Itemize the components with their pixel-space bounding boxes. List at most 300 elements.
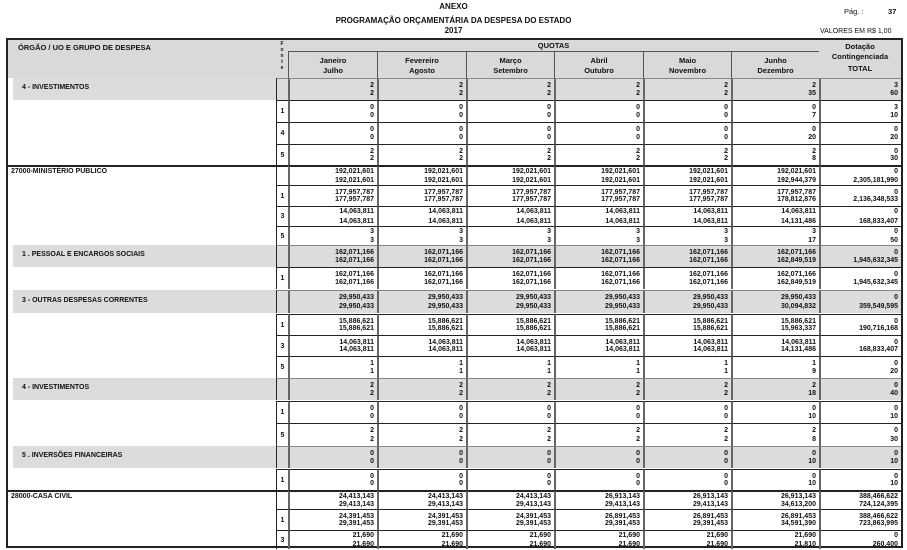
- total-cell: [819, 314, 901, 335]
- value-second-semester: 1: [370, 368, 374, 375]
- quota-cell: [731, 144, 819, 165]
- value-first-semester: 2: [636, 82, 640, 89]
- quota-cell: [377, 165, 466, 185]
- value-second-semester: 162,849,519: [777, 257, 816, 264]
- value-first-semester: 0: [724, 473, 728, 480]
- value-first-semester: 1: [724, 360, 728, 367]
- quota-cell: [288, 290, 377, 313]
- value-first-semester: 1: [636, 360, 640, 367]
- value-second-semester: 29,950,433: [604, 303, 640, 310]
- total-header-line1: Dotação: [845, 42, 875, 51]
- value-first-semester: 15,886,621: [515, 318, 551, 325]
- fonte-cell: 1: [276, 401, 288, 423]
- value-second-semester: 3: [636, 237, 640, 244]
- fonte-row: [8, 423, 901, 446]
- value-first-semester: 29,950,433: [338, 294, 374, 301]
- group-label: 4 - INVESTIMENTOS: [22, 84, 90, 91]
- value-first-semester: 24,413,143: [515, 493, 551, 500]
- value-first-semester: 3: [894, 82, 898, 89]
- value-first-semester: 177,957,787: [689, 189, 728, 196]
- quota-cell: [377, 290, 466, 313]
- value-second-semester: 15,886,621: [515, 325, 551, 332]
- value-second-semester: 14,063,811: [428, 218, 463, 225]
- fonte-cell: [276, 245, 288, 267]
- fonte-cell: 1: [276, 267, 288, 289]
- total-cell: [819, 267, 901, 289]
- value-first-semester: 0: [724, 126, 728, 133]
- group-row: [8, 245, 901, 267]
- fonte-row: [8, 267, 901, 289]
- value-first-semester: 2: [547, 148, 551, 155]
- month-header-top: Janeiro: [319, 56, 347, 65]
- value-first-semester: 0: [370, 473, 374, 480]
- total-cell: [819, 185, 901, 206]
- quota-cell: [288, 100, 377, 122]
- annex-label: ANEXO: [439, 2, 468, 11]
- value-second-semester: 34,613,200: [780, 501, 816, 508]
- quota-cell: [377, 509, 466, 530]
- value-second-semester: 2,136,348,533: [853, 196, 898, 203]
- value-first-semester: 29,950,433: [692, 294, 728, 301]
- value-second-semester: 29,391,453: [515, 520, 551, 527]
- value-second-semester: 8: [812, 155, 816, 162]
- value-first-semester: 2: [724, 382, 728, 389]
- value-second-semester: 29,413,143: [338, 501, 374, 508]
- value-second-semester: 192,021,601: [424, 177, 463, 184]
- quota-cell: [288, 423, 377, 446]
- quota-cell: [643, 530, 731, 549]
- quota-cell: [377, 245, 466, 267]
- value-first-semester: 2: [459, 382, 463, 389]
- quota-cell: [554, 469, 643, 490]
- page-label: Pág. :: [844, 7, 864, 16]
- fonte-row: [8, 401, 901, 423]
- value-second-semester: 0: [547, 413, 551, 420]
- value-second-semester: 168,833,407: [859, 346, 898, 353]
- quota-cell: [466, 267, 554, 289]
- value-second-semester: 10: [890, 112, 898, 119]
- value-second-semester: 21,690: [706, 541, 728, 548]
- value-first-semester: 1: [547, 360, 551, 367]
- quota-cell: [731, 509, 819, 530]
- quota-cell: [731, 267, 819, 289]
- quota-cell: [288, 267, 377, 289]
- value-second-semester: 0: [547, 134, 551, 141]
- value-first-semester: 162,071,166: [512, 271, 551, 278]
- value-first-semester: 24,413,143: [338, 493, 374, 500]
- value-first-semester: 0: [459, 405, 463, 412]
- total-cell: [819, 530, 901, 549]
- value-first-semester: 2: [547, 82, 551, 89]
- value-first-semester: 14,063,811: [428, 208, 463, 215]
- value-second-semester: 0: [724, 413, 728, 420]
- org-row: [8, 490, 901, 509]
- value-first-semester: 177,957,787: [424, 189, 463, 196]
- value-second-semester: 10: [890, 458, 898, 465]
- value-second-semester: 29,413,143: [515, 501, 551, 508]
- value-second-semester: 0: [724, 112, 728, 119]
- value-first-semester: 0: [636, 473, 640, 480]
- value-second-semester: 21,690: [352, 541, 374, 548]
- group-row: [8, 78, 901, 100]
- value-first-semester: 0: [812, 126, 816, 133]
- value-second-semester: 162,849,519: [777, 279, 816, 286]
- value-first-semester: 388,466,622: [859, 493, 898, 500]
- quota-cell: [643, 165, 731, 185]
- value-second-semester: 10: [808, 413, 816, 420]
- value-first-semester: 24,413,143: [427, 493, 463, 500]
- fonte-row: [8, 185, 901, 206]
- quota-cell: [554, 290, 643, 313]
- quota-cell: [377, 267, 466, 289]
- quota-cell: [554, 226, 643, 245]
- quota-cell: [466, 226, 554, 245]
- quota-cell: [377, 122, 466, 144]
- quota-cell: [643, 446, 731, 468]
- total-cell: [819, 206, 901, 226]
- quota-cell: [643, 122, 731, 144]
- value-second-semester: 10: [890, 480, 898, 487]
- quota-cell: [466, 446, 554, 468]
- fonte-row: [8, 469, 901, 490]
- value-first-semester: 2: [459, 82, 463, 89]
- value-second-semester: 2: [724, 390, 728, 397]
- value-second-semester: 192,021,601: [512, 177, 551, 184]
- value-first-semester: 2: [370, 427, 374, 434]
- quota-cell: [466, 356, 554, 378]
- quota-cell: [554, 314, 643, 335]
- value-second-semester: 162,071,166: [424, 279, 463, 286]
- quota-cell: [288, 378, 377, 400]
- value-second-semester: 192,021,601: [601, 177, 640, 184]
- quota-cell: [731, 78, 819, 100]
- total-cell: [819, 226, 901, 245]
- value-first-semester: 14,063,811: [693, 339, 728, 346]
- quota-cell: [554, 490, 643, 509]
- quota-cell: [466, 165, 554, 185]
- value-second-semester: 1: [547, 368, 551, 375]
- value-first-semester: 14,063,811: [781, 208, 816, 215]
- quota-cell: [377, 378, 466, 400]
- value-second-semester: 3: [724, 237, 728, 244]
- value-first-semester: 0: [459, 126, 463, 133]
- quota-cell: [377, 530, 466, 549]
- quota-cell: [643, 100, 731, 122]
- total-cell: [819, 509, 901, 530]
- value-second-semester: 29,391,453: [427, 520, 463, 527]
- value-second-semester: 21,810: [794, 541, 816, 548]
- fonte-cell: [276, 165, 288, 185]
- value-first-semester: 0: [724, 104, 728, 111]
- fonte-cell: 5: [276, 423, 288, 446]
- value-first-semester: 177,957,787: [601, 189, 640, 196]
- fonte-cell: 1: [276, 469, 288, 490]
- quota-cell: [466, 401, 554, 423]
- value-second-semester: 29,950,433: [427, 303, 463, 310]
- quota-cell: [554, 78, 643, 100]
- value-second-semester: 0: [636, 134, 640, 141]
- quota-cell: [377, 144, 466, 165]
- total-cell: [819, 245, 901, 267]
- value-first-semester: 1: [370, 360, 374, 367]
- total-cell: [819, 356, 901, 378]
- value-first-semester: 0: [370, 126, 374, 133]
- value-second-semester: 14,063,811: [693, 346, 728, 353]
- value-first-semester: 162,071,166: [777, 271, 816, 278]
- quota-cell: [466, 335, 554, 356]
- total-cell: [819, 290, 901, 313]
- quota-cell: [731, 423, 819, 446]
- page-number: 37: [888, 7, 897, 16]
- quota-cell: [643, 423, 731, 446]
- value-second-semester: 0: [459, 458, 463, 465]
- quota-cell: [466, 530, 554, 549]
- total-cell: [819, 144, 901, 165]
- total-cell: [819, 401, 901, 423]
- value-second-semester: 2: [547, 436, 551, 443]
- value-first-semester: 0: [547, 104, 551, 111]
- quota-cell: [731, 469, 819, 490]
- value-first-semester: 3: [370, 228, 374, 235]
- value-first-semester: 2: [812, 382, 816, 389]
- group-label: 1 . PESSOAL E ENCARGOS SOCIAIS: [22, 251, 145, 258]
- quota-cell: [643, 267, 731, 289]
- total-cell: [819, 165, 901, 185]
- value-second-semester: 50: [890, 237, 898, 244]
- quota-cell: [554, 245, 643, 267]
- value-second-semester: 177,957,787: [512, 196, 551, 203]
- value-second-semester: 20: [808, 134, 816, 141]
- quota-cell: [288, 314, 377, 335]
- value-second-semester: 0: [636, 480, 640, 487]
- value-second-semester: 0: [547, 112, 551, 119]
- value-second-semester: 3: [547, 237, 551, 244]
- quota-cell: [554, 165, 643, 185]
- value-first-semester: 3: [636, 228, 640, 235]
- value-second-semester: 20: [890, 134, 898, 141]
- fonte-column-header: [276, 40, 288, 78]
- value-second-semester: 29,950,433: [692, 303, 728, 310]
- value-first-semester: 162,071,166: [689, 249, 728, 256]
- quota-cell: [554, 401, 643, 423]
- value-second-semester: 29,413,143: [427, 501, 463, 508]
- value-second-semester: 2: [636, 390, 640, 397]
- value-first-semester: 0: [894, 126, 898, 133]
- value-first-semester: 0: [894, 382, 898, 389]
- month-header-bottom: Dezembro: [757, 66, 794, 75]
- value-first-semester: 1: [459, 360, 463, 367]
- quota-cell: [288, 401, 377, 423]
- value-first-semester: 15,886,621: [692, 318, 728, 325]
- quota-cell: [643, 226, 731, 245]
- value-second-semester: 2: [370, 390, 374, 397]
- value-second-semester: 15,886,621: [604, 325, 640, 332]
- total-cell: [819, 469, 901, 490]
- quota-cell: [377, 206, 466, 226]
- value-first-semester: 0: [636, 126, 640, 133]
- value-first-semester: 21,690: [618, 532, 640, 539]
- value-first-semester: 192,021,601: [689, 168, 728, 175]
- quota-cell: [731, 185, 819, 206]
- quota-cell: [554, 335, 643, 356]
- value-second-semester: 15,963,337: [780, 325, 816, 332]
- quota-cell: [288, 144, 377, 165]
- value-first-semester: 2: [724, 427, 728, 434]
- quota-cell: [554, 100, 643, 122]
- value-first-semester: 26,891,453: [692, 513, 728, 520]
- value-second-semester: 0: [370, 458, 374, 465]
- quota-cell: [466, 100, 554, 122]
- month-header-top: Março: [499, 56, 522, 65]
- quota-cell: [731, 378, 819, 400]
- value-first-semester: 192,021,601: [601, 168, 640, 175]
- fonte-row: [8, 206, 901, 226]
- quota-cell: [643, 469, 731, 490]
- quota-cell: [288, 226, 377, 245]
- value-first-semester: 0: [894, 228, 898, 235]
- month-header: [288, 52, 377, 78]
- value-second-semester: 0: [459, 134, 463, 141]
- group-row: [8, 378, 901, 400]
- fonte-row: [8, 530, 901, 549]
- fonte-row: [8, 100, 901, 122]
- quota-cell: [731, 446, 819, 468]
- value-second-semester: 1,945,632,345: [853, 257, 898, 264]
- value-first-semester: 14,063,811: [339, 339, 374, 346]
- value-second-semester: 1,945,632,345: [853, 279, 898, 286]
- quota-cell: [288, 509, 377, 530]
- quota-cell: [377, 78, 466, 100]
- value-first-semester: 21,690: [794, 532, 816, 539]
- value-first-semester: 21,690: [352, 532, 374, 539]
- quota-cell: [377, 314, 466, 335]
- value-first-semester: 0: [370, 405, 374, 412]
- quota-cell: [466, 509, 554, 530]
- value-first-semester: 177,957,787: [777, 189, 816, 196]
- value-first-semester: 0: [636, 450, 640, 457]
- quota-cell: [554, 530, 643, 549]
- quota-cell: [288, 165, 377, 185]
- fonte-row: [8, 356, 901, 378]
- value-first-semester: 26,891,453: [780, 513, 816, 520]
- quota-cell: [554, 356, 643, 378]
- value-second-semester: 18: [808, 390, 816, 397]
- value-second-semester: 60: [890, 90, 898, 97]
- value-first-semester: 29,950,433: [515, 294, 551, 301]
- quota-cell: [466, 314, 554, 335]
- quota-cell: [377, 226, 466, 245]
- value-second-semester: 2: [370, 436, 374, 443]
- value-second-semester: 29,391,453: [604, 520, 640, 527]
- quota-cell: [731, 401, 819, 423]
- value-first-semester: 21,690: [706, 532, 728, 539]
- value-first-semester: 2: [547, 427, 551, 434]
- value-first-semester: 2: [636, 148, 640, 155]
- value-second-semester: 162,071,166: [335, 257, 374, 264]
- value-first-semester: 388,466,622: [859, 513, 898, 520]
- org-label: 27000-MINISTÉRIO PÚBLICO: [11, 168, 108, 175]
- value-first-semester: 29,950,433: [427, 294, 463, 301]
- value-second-semester: 178,812,876: [777, 196, 816, 203]
- fonte-cell: 1: [276, 185, 288, 206]
- quota-cell: [643, 314, 731, 335]
- value-second-semester: 0: [370, 134, 374, 141]
- quota-cell: [288, 335, 377, 356]
- value-second-semester: 2: [724, 90, 728, 97]
- document-year: 2017: [444, 26, 463, 35]
- value-first-semester: 14,063,811: [781, 339, 816, 346]
- value-first-semester: 0: [894, 294, 898, 301]
- fonte-header-letter: t: [281, 59, 283, 65]
- value-second-semester: 162,071,166: [424, 257, 463, 264]
- value-first-semester: 26,913,143: [604, 493, 640, 500]
- value-first-semester: 0: [812, 450, 816, 457]
- month-header: [466, 52, 554, 78]
- total-cell: [819, 122, 901, 144]
- quota-cell: [643, 335, 731, 356]
- value-second-semester: 14,063,811: [693, 218, 728, 225]
- value-second-semester: 14,063,811: [605, 346, 640, 353]
- value-first-semester: 26,891,453: [604, 513, 640, 520]
- value-second-semester: 29,950,433: [515, 303, 551, 310]
- value-first-semester: 177,957,787: [512, 189, 551, 196]
- value-second-semester: 0: [724, 480, 728, 487]
- value-first-semester: 0: [547, 126, 551, 133]
- quota-cell: [731, 290, 819, 313]
- quota-cell: [466, 245, 554, 267]
- fonte-row: [8, 335, 901, 356]
- fonte-row: [8, 509, 901, 530]
- value-second-semester: 177,957,787: [689, 196, 728, 203]
- quota-cell: [466, 490, 554, 509]
- value-first-semester: 0: [636, 104, 640, 111]
- quota-cell: [731, 100, 819, 122]
- group-row: [8, 446, 901, 468]
- value-first-semester: 162,071,166: [335, 249, 374, 256]
- fonte-cell: 5: [276, 144, 288, 165]
- value-first-semester: 14,063,811: [516, 208, 551, 215]
- quota-cell: [288, 490, 377, 509]
- value-first-semester: 0: [894, 427, 898, 434]
- value-first-semester: 0: [894, 318, 898, 325]
- quota-cell: [377, 401, 466, 423]
- total-cell: [819, 446, 901, 468]
- value-second-semester: 0: [370, 480, 374, 487]
- fonte-row: [8, 314, 901, 335]
- value-second-semester: 2: [459, 436, 463, 443]
- value-second-semester: 17: [808, 237, 816, 244]
- total-column-header: [819, 40, 901, 78]
- value-first-semester: 177,957,787: [335, 189, 374, 196]
- value-first-semester: 24,391,453: [515, 513, 551, 520]
- value-first-semester: 162,071,166: [689, 271, 728, 278]
- fonte-cell: 1: [276, 100, 288, 122]
- quota-cell: [731, 314, 819, 335]
- value-first-semester: 0: [894, 532, 898, 539]
- value-second-semester: 177,957,787: [601, 196, 640, 203]
- value-first-semester: 2: [459, 148, 463, 155]
- group-label: 5 . INVERSÕES FINANCEIRAS: [22, 452, 123, 459]
- quota-cell: [643, 356, 731, 378]
- quota-cell: [643, 144, 731, 165]
- value-second-semester: 21,690: [618, 541, 640, 548]
- value-first-semester: 162,071,166: [335, 271, 374, 278]
- value-second-semester: 0: [636, 413, 640, 420]
- fonte-cell: 5: [276, 356, 288, 378]
- quota-cell: [643, 401, 731, 423]
- value-second-semester: 21,690: [441, 541, 463, 548]
- value-first-semester: 21,690: [529, 532, 551, 539]
